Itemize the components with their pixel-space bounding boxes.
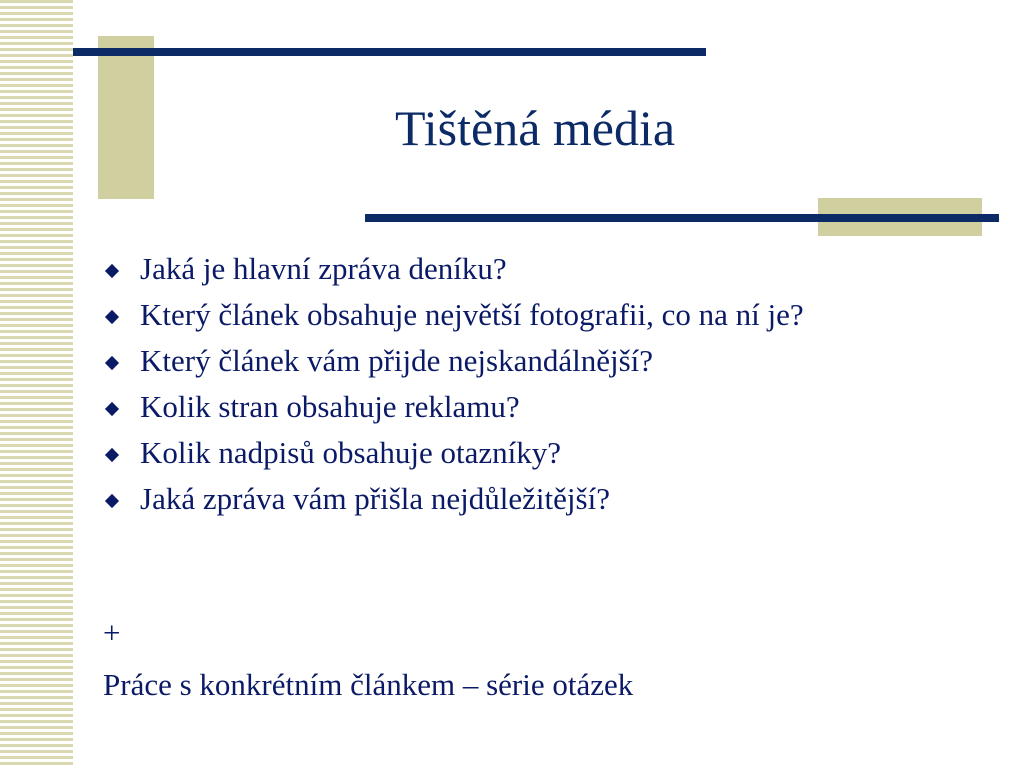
decorative-tan-block-left <box>98 36 154 199</box>
bullet-text: Který článek obsahuje největší fotografii, co na ní je? <box>140 297 804 332</box>
diamond-bullet-icon <box>105 402 119 416</box>
bullet-text: Kolik nadpisů obsahuje otazníky? <box>140 435 561 470</box>
footer-text: Práce s konkrétním článkem – série otázek <box>103 667 634 702</box>
diamond-bullet-icon <box>105 310 119 324</box>
diamond-bullet-icon <box>105 264 119 278</box>
bullet-item <box>103 342 983 380</box>
bullet-item <box>103 296 983 334</box>
bullet-item <box>103 480 983 518</box>
bullet-text: Kolik stran obsahuje reklamu? <box>140 389 520 424</box>
slide-title: Tištěná média <box>395 100 676 156</box>
bullet-item <box>103 388 983 426</box>
decorative-stripe-bar <box>0 0 73 768</box>
bullet-item <box>103 250 983 288</box>
title-rule-bottom <box>365 214 999 222</box>
bullet-item <box>103 434 983 472</box>
diamond-bullet-icon <box>105 448 119 462</box>
title-rule-top <box>73 48 706 56</box>
diamond-bullet-icon <box>105 494 119 508</box>
bullet-text: Jaká zpráva vám přišla nejdůležitější? <box>140 481 610 516</box>
bullet-list <box>103 250 983 526</box>
plus-text: + <box>103 615 121 650</box>
bullet-text: Který článek vám přijde nejskandálnější? <box>140 343 654 378</box>
diamond-bullet-icon <box>105 356 119 370</box>
bullet-text: Jaká je hlavní zpráva deníku? <box>140 251 507 286</box>
